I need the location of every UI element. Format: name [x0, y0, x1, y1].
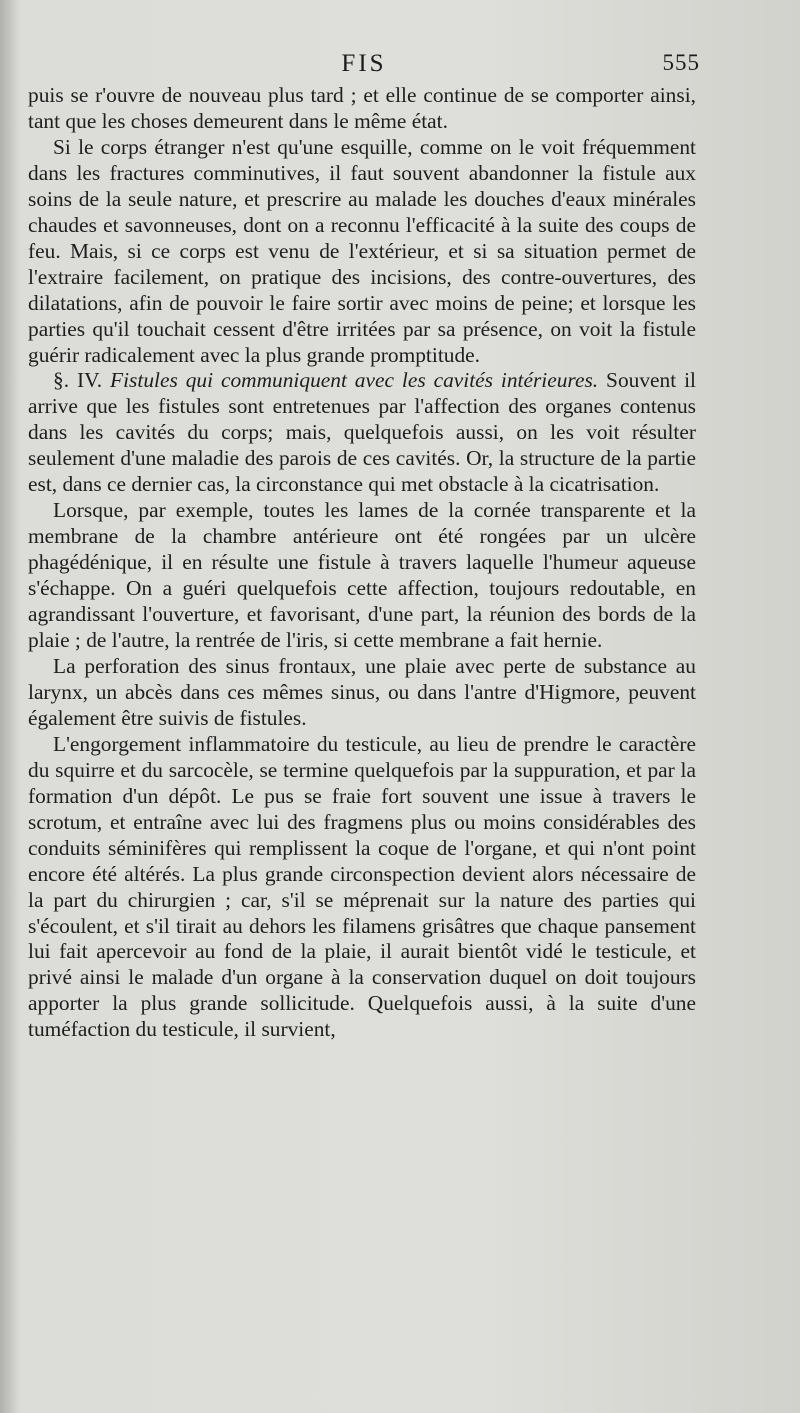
paragraph-foreign-body: Si le corps étranger n'est qu'une esquille, comme on le voit fréquemment dans les fractures comminutives, il faut souvent abandonner la fistule aux soins de la seule nature, et prescrire au malade les douches d'eaux minérales chaudes et savonneuses, dont on a reconnu l'efficacité à la suite des coups de feu. Mais, si ce corps est venu de l'extérieur, et si sa situation permet de l'extraire facilement, on pratique des incisions, des contre-ouvertures, des dilatations, afin de pouvoir le faire sortir avec moins de peine; et lorsque les parties qu'il touchait cessent d'être irritées par sa présence, on voit la fistule guérir radicalement avec la plus grande promptitude. [28, 134, 696, 367]
paragraph-section-iv [28, 368, 696, 498]
paragraph-continued: puis se r'ouvre de nouveau plus tard ; et elle continue de se comporter ainsi, tant que les choses demeurent dans le même état. [28, 83, 696, 133]
page-number: 555 [662, 50, 700, 75]
paragraph-testicle: L'engorgement inflammatoire du testicule, au lieu de prendre le caractère du squirre et du sarcocèle, se termine quelquefois par la suppuration, et par la formation d'un dépôt. Le pus se fraie fort souvent une issue à travers le scrotum, et entraîne avec lui des fragmens plus ou moins considérables des conduits séminifères qui remplissent la coque de l'organe, et qui n'ont point encore été altérés. La plus grande circonspection devient alors nécessaire de la part du chirurgien ; car, s'il se méprenait sur la nature des parties qui s'écoulent, et s'il tirait au dehors les filamens grisâtres que chaque pansement lui fait apercevoir au fond de la plaie, il aurait bientôt vidé le testicule, et privé ainsi le malade d'un organe à la conservation duquel on doit toujours apporter la plus grande sollicitude. Quelquefois aussi, à la suite d'une tuméfaction du testicule, il survient, [28, 731, 696, 1042]
section-mark: §. IV. [53, 368, 103, 393]
paragraph-cornea: Lorsque, par exemple, toutes les lames de la cornée transparente et la membrane de la chambre antérieure ont été rongées par un ulcère phagédénique, il en résulte une fistule à travers laquelle l'humeur aqueuse s'échappe. On a guéri quelquefois cette affection, toujours redoutable, en agrandissant l'ouverture, et favorisant, d'une part, la réunion des bords de la plaie ; de l'autre, la rentrée de l'iris, si cette membrane a fait hernie. [28, 498, 696, 653]
page-header [28, 46, 700, 82]
body-text [28, 83, 696, 1043]
binding-shadow [0, 0, 22, 1413]
paragraph-sinus: La perforation des sinus frontaux, une plaie avec perte de substance au larynx, un abcès dans ces mêmes sinus, ou dans l'antre d'Higmore, peuvent également être suivis de fistules. [28, 653, 696, 730]
section-text: Souvent il arrive que les fistules sont entretenues par l'affection des organes contenus dans les cavités du corps; mais, quelquefois aussi, on les voit résulter seulement d'une maladie des parois de ces cavités. Or, la structure de la partie est, dans ce dernier cas, la circonstance qui met obstacle à la cicatrisation. [28, 368, 696, 497]
section-title: Fistules qui communiquent avec les cavités intérieures. [110, 368, 599, 393]
running-head: FIS [341, 50, 387, 77]
